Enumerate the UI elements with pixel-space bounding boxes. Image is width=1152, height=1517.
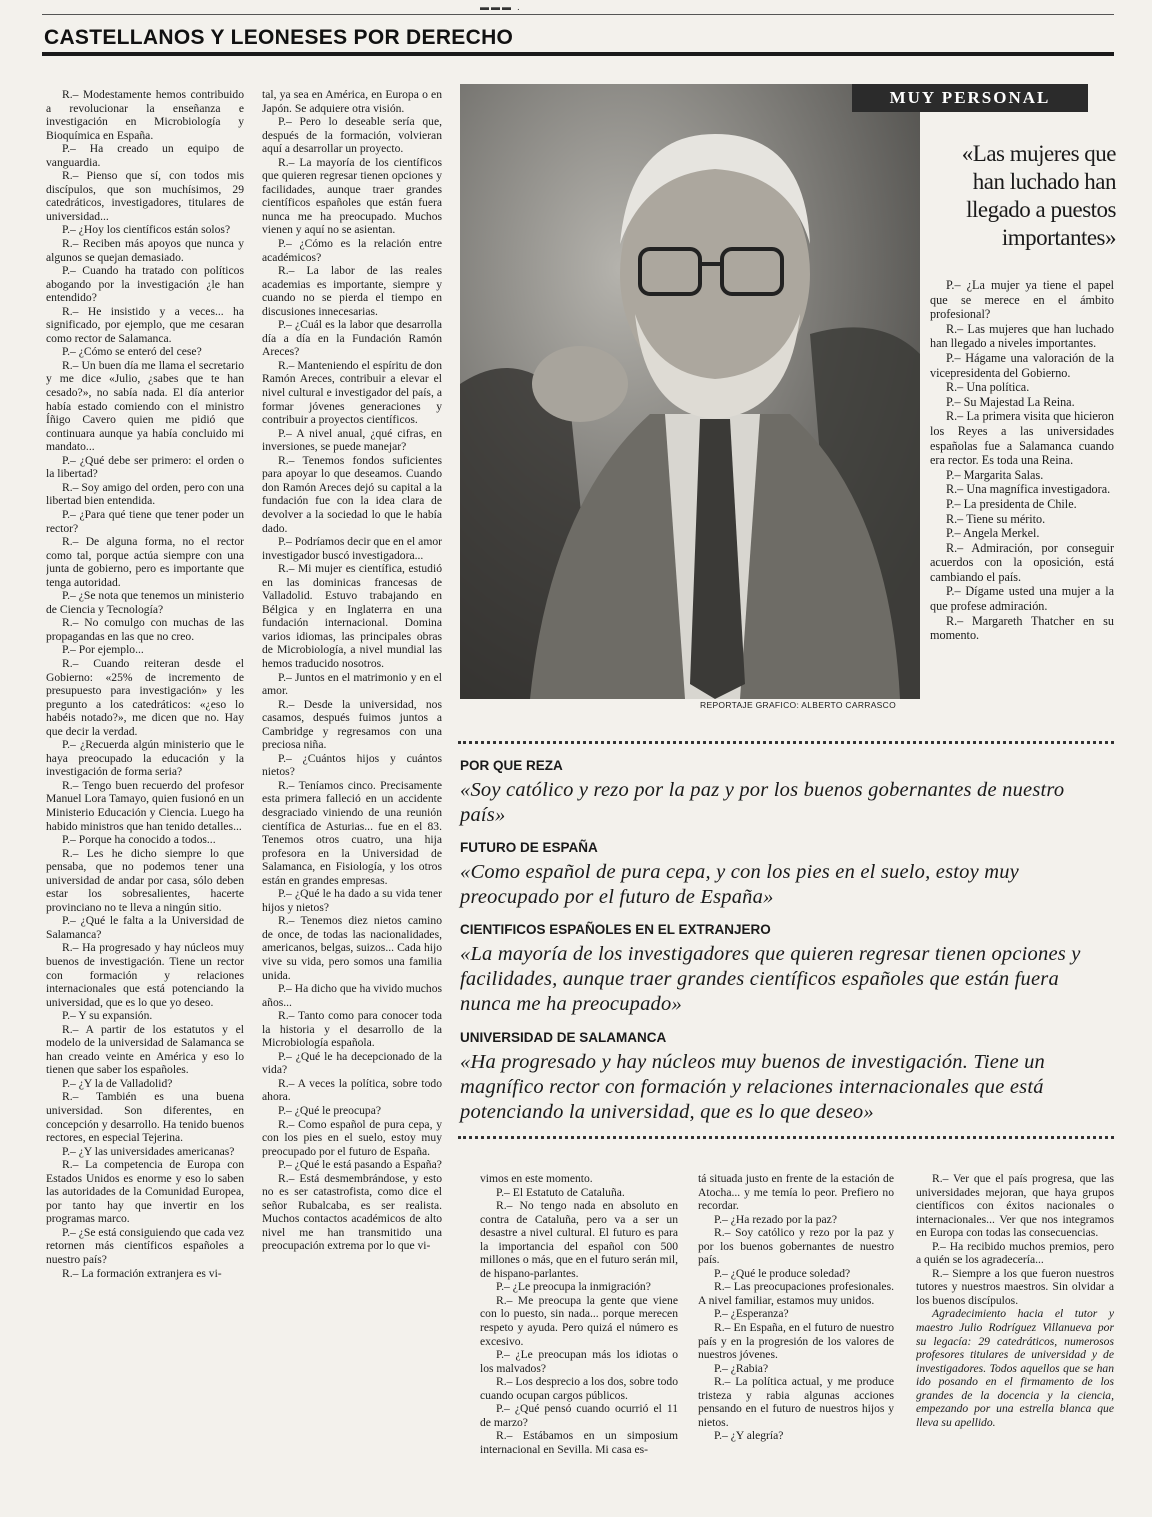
paragraph: P.– ¿Qué le produce soledad? <box>714 1266 851 1280</box>
paragraph: R.– Como español de pura cepa, y con los pies en el suelo, estoy muy preocupado por el futuro de España. <box>262 1117 442 1158</box>
quote-text: «Como español de pura cepa, y con los pies en el suelo, estoy muy preocupado por el futuro de España» <box>460 861 1019 908</box>
sidebar-qa-line: P.– Margarita Salas. <box>946 467 1044 482</box>
paragraph: P.– ¿Rabia? <box>714 1361 769 1375</box>
paragraph: R.– Manteniendo el espíritu de don Ramón Areces, contribuir a elevar el nivel cultural e investigador del país, a formar jóvenes generaciones y contribuir a proyectos científicos. <box>262 358 442 427</box>
paragraph: R.– La formación extranjera es vi- <box>62 1266 222 1280</box>
paragraph: R.– Soy católico y rezo por la paz y por los buenos gobernantes de nuestro país. <box>698 1226 894 1267</box>
paragraph: P.– ¿Qué debe ser primero: el orden o la libertad? <box>46 453 244 481</box>
paragraph: R.– Me preocupa la gente que viene con lo puesto, sin nada... porque merecen respeto y ayuda. Pero quizá el número es excesivo. <box>480 1293 678 1348</box>
paragraph: R.– No tengo nada en absoluto en contra de Cataluña, pero va a ser un desastre a nivel cultural. El futuro es para la importancia del español con 500 millones o más, que en el futuro serán mil, de hispano-parlantes. <box>480 1199 678 1280</box>
paragraph: tal, ya sea en América, en Europa o en Japón. Se adquiere otra visión. <box>262 88 442 115</box>
paragraph: P.– ¿Esperanza? <box>714 1307 789 1321</box>
paragraph: P.– A nivel anual, ¿qué cifras, en inversiones, se puede manejar? <box>262 426 442 454</box>
paragraph: R.– Tengo buen recuerdo del profesor Manuel Lora Tamayo, quien fusionó en un Ministerio Educación y Ciencia. Luego ha habido ministros que han tenido detalles... <box>46 778 244 833</box>
paragraph: P.– ¿Y las universidades americanas? <box>62 1144 235 1158</box>
paragraph: P.– ¿Se nota que tenemos un ministerio de Ciencia y Tecnología? <box>46 589 244 616</box>
paragraph: P.– ¿Cómo es la relación entre académicos? <box>262 237 442 264</box>
paragraph: R.– Tenemos fondos suficientes para apoyar lo que deseamos. Cuando don Ramón Areces dejó su capital a la fundación fue con la idea clara de devolver a la sociedad lo que le había dado. <box>262 453 442 535</box>
quote-heading: CIENTIFICOS ESPAÑOLES EN EL EXTRANJERO <box>460 922 771 937</box>
paragraph: P.– ¿Cuál es la labor que desarrolla día a día en la Fundación Ramón Areces? <box>262 318 442 359</box>
quote-heading: POR QUE REZA <box>460 758 563 773</box>
paragraph: P.– Podríamos decir que en el amor investigador buscó investigadora... <box>262 535 442 562</box>
paragraph: R.– Los desprecio a los dos, sobre todo cuando ocupan cargos públicos. <box>480 1375 678 1402</box>
sidebar-qa-line: R.– Una magnífica investigadora. <box>946 482 1111 497</box>
paragraph: P.– ¿Y la de Valladolid? <box>62 1076 173 1090</box>
paragraph: P.– Ha creado un equipo de vanguardia. <box>46 142 244 169</box>
paragraph: P.– Ha recibido muchos premios, pero a quién se los agradecería... <box>916 1239 1114 1267</box>
paragraph: R.– Reciben más apoyos que nunca y algunos se quejan demasiado. <box>46 237 244 264</box>
paragraph: P.– Ha dicho que ha vivido muchos años... <box>262 982 442 1009</box>
sidebar-qa-line: R.– Admiración, por conseguir acuerdos con la oposición, está cambiando el país. <box>930 540 1114 584</box>
article-column-2 <box>262 88 442 1512</box>
sidebar-pullquote: «Las mujeres que han luchado han llegado a puestos importantes» <box>961 141 1116 250</box>
paragraph: P.– ¿Qué le ha dado a su vida tener hijos y nietos? <box>262 887 442 914</box>
section-title: CASTELLANOS Y LEONESES POR DERECHO <box>44 26 514 49</box>
top-rule <box>42 14 1114 15</box>
paragraph: R.– La competencia de Europa con Estados Unidos es enorme y eso lo saben las autoridades de la Comunidad Europea, por tanto hay que invertir en los programas marco. <box>46 1158 244 1226</box>
paragraph: R.– Desde la universidad, nos casamos, después fuimos juntos a Cambridge y regresamos con una preciosa niña. <box>262 697 442 752</box>
quote-text: «Soy católico y rezo por la paz y por los buenos gobernantes de nuestro país» <box>460 779 1065 826</box>
paragraph: R.– Teníamos cinco. Precisamente esta primera falleció en un accidente desgraciado viniendo de una reunión científica de Asturias... fue en el 83. Tenemos otros cuatro, una hija profesora en la Universidad de Salamanca, en Fisiología, y los otros están en grandes empresas. <box>262 778 442 887</box>
paragraph: R.– En España, en el futuro de nuestro país y en la progresión de los valores de nuestros jóvenes. <box>698 1321 894 1362</box>
paragraph: R.– Está desmembrándose, y esto no es ser catastrofista, como dice el señor Rubalcaba, es ser realista. Muchos contactos académicos de alto nivel me han transmitido una preocupación extrema por lo que vi- <box>262 1171 442 1253</box>
paragraph: vimos en este momento. <box>480 1172 593 1185</box>
paragraph: P.– ¿Recuerda algún ministerio que le haya preocupado la educación y la investigación de forma seria? <box>46 738 244 779</box>
article-column-5 <box>916 1172 1114 1512</box>
portrait-illustration <box>460 84 920 699</box>
paragraph: R.– La labor de las reales academias es importante, siempre y cuando no se pierda el tiempo en discusiones innecesarias. <box>262 264 442 318</box>
paragraph: R.– La mayoría de los científicos que quieren regresar tienen opciones y facilidades, aunque traer grandes científicos españoles que están fuera nunca me ha preocupado. Muchos vienen y aquí no se asientan. <box>262 155 442 237</box>
paragraph: P.– ¿Qué pensó cuando ocurrió el 11 de marzo? <box>480 1402 678 1429</box>
sidebar-qa-line: P.– Dígame usted una mujer a la que profese admiración. <box>930 584 1114 614</box>
paragraph: R.– A veces la política, sobre todo ahora. <box>262 1076 442 1104</box>
paragraph: P.– ¿Le preocupan más los idiotas o los malvados? <box>480 1348 678 1375</box>
paragraph: R.– De alguna forma, no el rector como tal, porque actúa siempre con una junta de gobierno, pero es importante que tenga autoridad. <box>46 535 244 589</box>
paragraph: R.– Ver que el país progresa, que las universidades mejoran, que haya grupos científicos con éxitos nacionales o internacionales... Ver que nos integramos en Europa con todas las consecuencias. <box>916 1172 1114 1240</box>
paragraph: P.– ¿Se está consiguiendo que cada vez retornen más científicos españoles a nuestro país? <box>46 1225 244 1267</box>
paragraph: P.– ¿Ha rezado por la paz? <box>714 1212 837 1226</box>
article-column-3 <box>480 1172 678 1512</box>
paragraph: P.– Porque ha conocido a todos... <box>62 833 216 847</box>
top-page-mark: ▬▬▬ . <box>480 2 522 12</box>
quote-text: «Ha progresado y hay núcleos muy buenos de investigación. Tiene un magnífico rector con formación y relaciones internacionales que está potenciando la universidad, que es lo que deseo» <box>460 1051 1046 1123</box>
paragraph: R.– No comulgo con muchas de las propagandas en las que no creo. <box>46 616 244 643</box>
sidebar-qa-line: R.– Margareth Thatcher en su momento. <box>930 613 1114 643</box>
paragraph: P.– Cuando ha tratado con políticos abogando por la investigación ¿le han entendido? <box>46 264 244 305</box>
sidebar-qa-line: R.– Una política. <box>946 380 1030 395</box>
sidebar-qa-line: P.– Angela Merkel. <box>946 526 1040 541</box>
paragraph: P.– ¿Qué le ha decepcionado de la vida? <box>262 1049 442 1077</box>
paragraph: P.– ¿Cómo se enteró del cese? <box>62 345 202 359</box>
paragraph: R.– Pienso que sí, con todos mis discípulos, que son muchísimos, 29 catedráticos, investigadores, titulares de universidad... <box>46 169 244 223</box>
paragraph: P.– Y su expansión. <box>62 1009 153 1023</box>
article-column-4 <box>698 1172 894 1512</box>
sidebar-qa-line: R.– Las mujeres que han luchado han llegado a niveles importantes. <box>930 321 1114 351</box>
sidebar-qa-line: P.– La presidenta de Chile. <box>946 496 1077 511</box>
paragraph: R.– Modestamente hemos contribuido a revolucionar la enseñanza e investigación en Microbiología y Bioquímica en España. <box>46 88 244 142</box>
quotes-bottom-divider <box>458 1136 1114 1139</box>
paragraph: tá situada justo en frente de la estación de Atocha... y me temía lo peor. Prefiero no recordar. <box>698 1172 894 1213</box>
paragraph: R.– También es una buena universidad. Son diferentes, en concepción y desarrollo. Ha tenido buenos rectores, en especial Tejerina. <box>46 1090 244 1145</box>
paragraph: R.– Las preocupaciones profesionales. A nivel familiar, estamos muy unidos. <box>698 1280 894 1307</box>
sidebar-qa-line: P.– ¿La mujer ya tiene el papel que se merece en el ámbito profesional? <box>930 278 1114 322</box>
muy-personal-badge: MUY PERSONAL <box>852 84 1088 112</box>
paragraph: R.– Un buen día me llama el secretario y me dice «Julio, ¿sabes que te han cesado?», no sabía nada. El día anterior había estado comiendo con el ministro Íñigo Cavero quien me pidió que continuara aunque ya había concluido mi mandato... <box>46 358 244 454</box>
quote-heading: FUTURO DE ESPAÑA <box>460 840 598 855</box>
paragraph: P.– ¿Qué le está pasando a España? <box>278 1158 442 1172</box>
sidebar-qa-line: R.– La primera visita que hicieron los Reyes a las universidades españolas fue a Salamanca cuando era rector. Es toda una Reina. <box>930 409 1114 468</box>
paragraph: R.– Les he dicho siempre lo que pensaba, que no podemos tener una universidad de andar por casa, sólo deben estar los sobresalientes, hacerte provinciano no te lleva a ningún sitio. <box>46 846 244 914</box>
paragraph: R.– He insistido y a veces... ha significado, por ejemplo, que me cesaran como rector de Salamanca. <box>46 304 244 345</box>
sidebar-qa-line: R.– Tiene su mérito. <box>946 511 1046 526</box>
paragraph: R.– Tenemos diez nietos camino de once, de todas las nacionalidades, americanos, belgas, suizos... Cada hijo vive su vida, pero somos una familia unida. <box>262 914 442 982</box>
paragraph: P.– ¿Qué le falta a la Universidad de Salamanca? <box>46 914 244 941</box>
paragraph: P.– El Estatuto de Cataluña. <box>496 1185 625 1199</box>
paragraph: P.– ¿Y alegría? <box>714 1429 784 1443</box>
closing-note: Agradecimiento hacia el tutor y maestro Julio Rodríguez Villanueva por su legacía: 29 catedráticos, numerosos profesores titulares de universidad y de investigadores. Todos aquellos que se han ido posando en el firmamento de los grandes de la docencia y la ciencia, empezando por una estrella blanca que lleva su apellido. <box>916 1307 1114 1429</box>
paragraph: P.– ¿Cuántos hijos y cuántos nietos? <box>262 751 442 779</box>
portrait-photo <box>460 84 920 699</box>
paragraph: R.– Cuando reiteran desde el Gobierno: «25% de incremento de presupuesto para investigación» y les pregunto a los catedráticos: «¿eso lo habéis notado?», me dicen que no. Hay que decir la verdad. <box>46 656 244 738</box>
paragraph: R.– Estábamos en un simposium internacional en Sevilla. Mi casa es- <box>480 1429 678 1456</box>
quotes-top-divider <box>458 741 1114 744</box>
paragraph: R.– Soy amigo del orden, pero con una libertad bien entendida. <box>46 480 244 508</box>
paragraph: R.– La política actual, y me produce tristeza y rabia algunas acciones pensando en el futuro de nuestros hijos y nietos. <box>698 1375 894 1429</box>
article-column-1 <box>46 88 244 1512</box>
paragraph: P.– Pero lo deseable sería que, después de la formación, volvieran aquí a desarrollar un proyecto. <box>262 115 442 156</box>
paragraph: P.– ¿Hoy los científicos están solos? <box>62 223 231 237</box>
paragraph: R.– Ha progresado y hay núcleos muy buenos de investigación. Tiene un rector con formación y relaciones internacionales que está potenciando la universidad, que es lo que yo deseo. <box>46 941 244 1009</box>
quote-heading: UNIVERSIDAD DE SALAMANCA <box>460 1030 667 1045</box>
paragraph: P.– ¿Le preocupa la inmigración? <box>496 1280 651 1294</box>
paragraph: R.– Siempre a los que fueron nuestros tutores y nuestros maestros. Sin olvidar a los buenos discípulos. <box>916 1266 1114 1307</box>
paragraph: P.– Juntos en el matrimonio y en el amor. <box>262 670 442 698</box>
paragraph: R.– A partir de los estatutos y el modelo de la universidad de Salamanca se han creado veinte en América y eso lo tienen que saber los españoles. <box>46 1022 244 1077</box>
paragraph: P.– Por ejemplo... <box>62 643 144 657</box>
quote-text: «La mayoría de los investigadores que quieren regresar tienen opciones y facilidades, aunque traer grandes científicos españoles que están fuera nunca me ha preocupado» <box>460 943 1081 1015</box>
paragraph: P.– ¿Para qué tiene que tener poder un rector? <box>46 507 244 535</box>
paragraph: R.– Tanto como para conocer toda la historia y el desarrollo de la Microbiología española. <box>262 1009 442 1050</box>
photo-credit: REPORTAJE GRAFICO: ALBERTO CARRASCO <box>700 700 896 710</box>
paragraph: R.– Mi mujer es científica, estudió en las dominicas francesas de Valladolid. Estuvo trabajando en Bélgica y en Inglaterra en una fundación internacional. Domina varios idiomas, las principales obras de Microbiología, a nivel mundial las hemos traducido nosotros. <box>262 562 442 670</box>
sidebar-qa <box>930 278 1114 718</box>
sidebar-qa-line: P.– Hágame una valoración de la vicepresidenta del Gobierno. <box>930 350 1114 380</box>
section-title-underline <box>42 52 1114 56</box>
paragraph: P.– ¿Qué le preocupa? <box>278 1104 382 1118</box>
sidebar-qa-line: P.– Su Majestad La Reina. <box>946 394 1075 409</box>
